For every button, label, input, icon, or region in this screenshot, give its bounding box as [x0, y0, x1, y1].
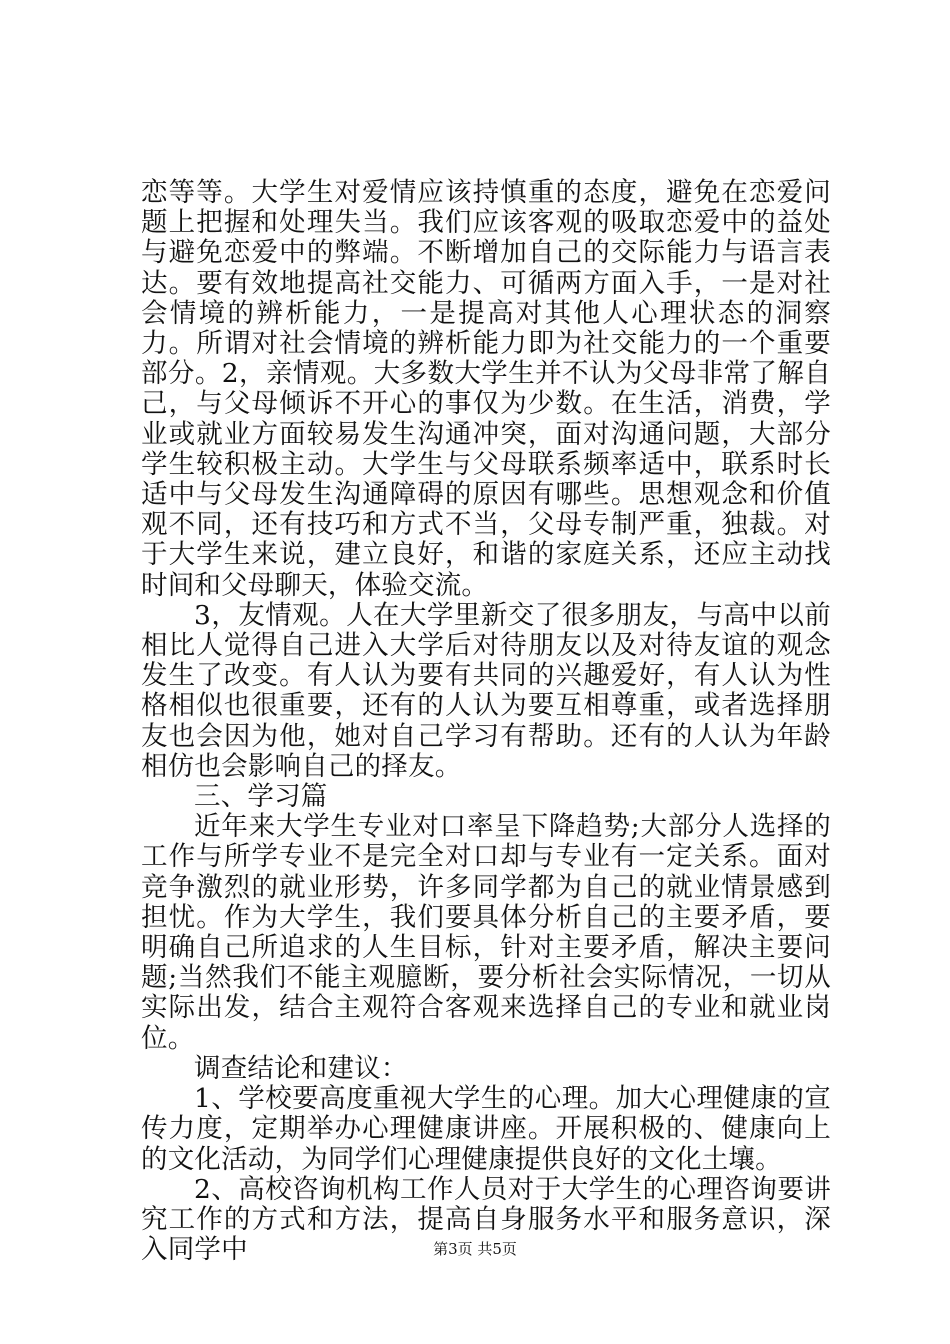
page-footer: [0, 1239, 950, 1259]
section-heading-conclusions: 调查结论和建议：: [194, 1052, 408, 1084]
paragraph-continuation: 恋等等。大学生对爱情应该持慎重的态度，避免在恋爱问题上把握和处理失当。我们应该客观的吸取恋爱中的益处与避免恋爱中的弊端。不断增加自己的交际能力与语言表达。要有效地提高社交能力、可循两方面入手，一是对社会情境的辨析能力，一是提高对其他人心理状态的洞察力。所谓对社会情境的辨析能力即为社交能力的一个重要部分。2，亲情观。大多数大学生并不认为父母非常了解自己，与父母倾诉不开心的事仅为少数。在生活，消费，学业或就业方面较易发生沟通冲突，面对沟通问题，大部分学生较积极主动。大学生与父母联系频率适中，联系时长适中与父母发生沟通障碍的原因有哪些。思想观念和价值观不同，还有技巧和方式不当，父母专制严重，独裁。对于大学生来说，建立良好，和谐的家庭关系，还应主动找时间和父母聊天，体验交流。: [141, 177, 831, 601]
paragraph-friendship: 3，友情观。人在大学里新交了很多朋友，与高中以前相比人觉得自己进入大学后对待朋友以及对待友谊的观念发生了改变。有人认为要有共同的兴趣爱好，有人认为性格相似也很重要，还有的人认为要互相尊重，或者选择朋友也会因为他，她对自己学习有帮助。还有的人认为年龄相仿也会影响自己的择友。: [141, 599, 831, 782]
paragraph-study: 近年来大学生专业对口率呈下降趋势;大部分人选择的工作与所学专业不是完全对口却与专业有一定关系。面对竞争激烈的就业形势，许多同学都为自己的就业情景感到担忧。作为大学生，我们要具体分析自己的主要矛盾，要明确自己所追求的人生目标，针对主要矛盾，解决主要问题;当然我们不能主观臆断，要分析社会实际情况，一切从实际出发，结合主观符合客观来选择自己的专业和就业岗位。: [141, 811, 831, 1054]
page-number: 第3页 共5页: [433, 1240, 517, 1258]
paragraph-suggestion-1: 1、学校要高度重视大学生的心理。加大心理健康的宣传力度，定期举办心理健康讲座。开展积极的、健康向上的文化活动，为同学们心理健康提供良好的文化土壤。: [141, 1083, 831, 1175]
section-heading-study: 三、学习篇: [194, 781, 328, 813]
paragraph-suggestion-2: 2、高校咨询机构工作人员对于大学生的心理咨询要讲究工作的方式和方法，提高自身服务水平和服务意识，深入同学中: [141, 1173, 831, 1266]
document-body: [141, 178, 831, 1265]
